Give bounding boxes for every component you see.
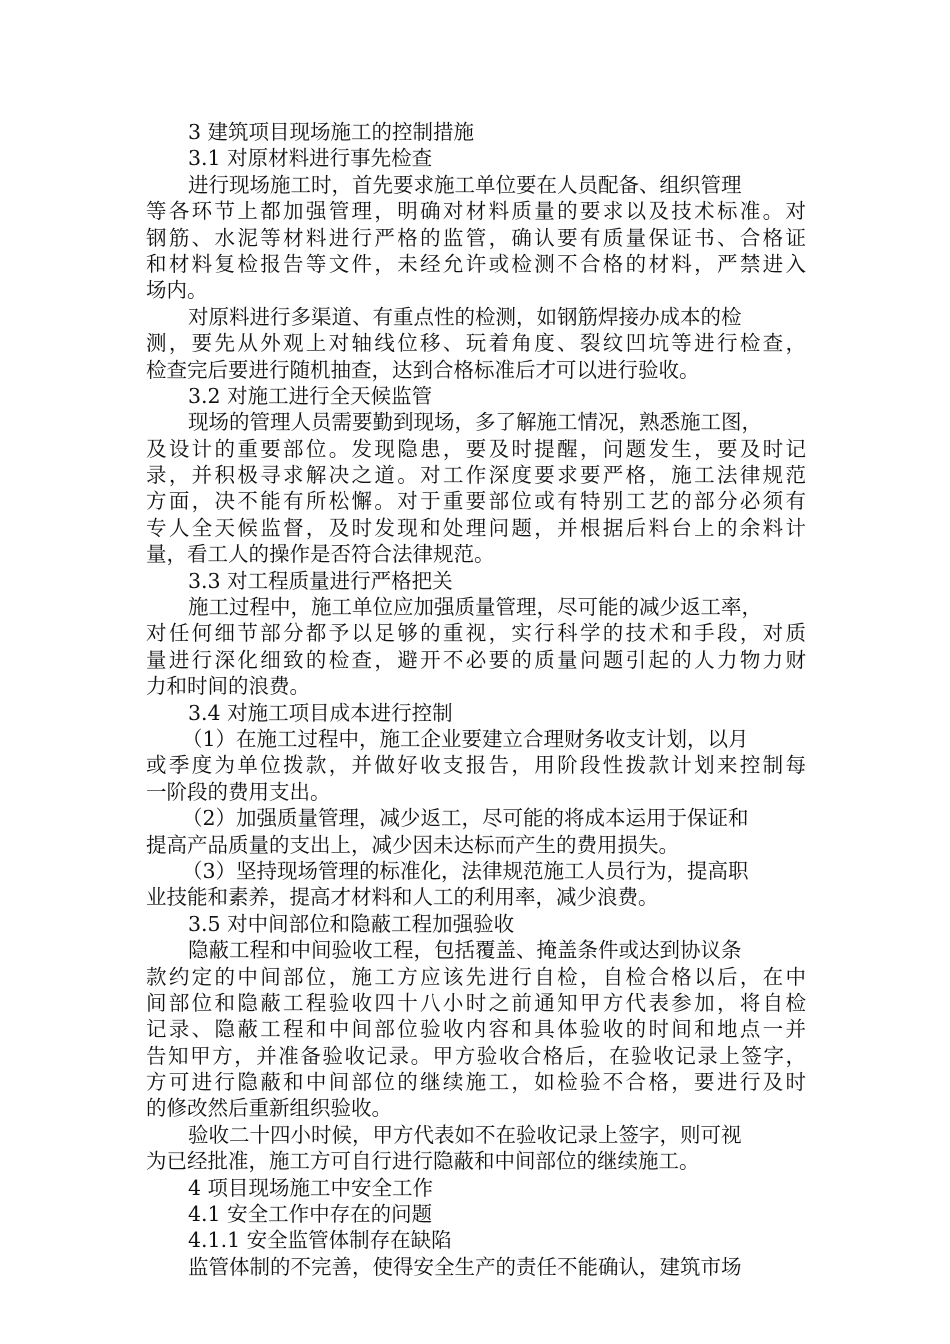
paragraph-line: 或季度为单位拨款，并做好收支报告，用阶段性拨款计划来控制每 <box>146 753 806 778</box>
paragraph-first-line: 施工过程中，施工单位应加强质量管理，尽可能的减少返工率， <box>188 595 762 620</box>
paragraph-last-line: 业技能和素养，提高才材料和人工的利用率，减少浪费。 <box>146 885 659 910</box>
list-item-first-line: （3）坚持现场管理的标准化，法律规范施工人员行为，提高职 <box>182 858 749 883</box>
paragraph-first-line: 进行现场施工时，首先要求施工单位要在人员配备、组织管理 <box>188 172 742 197</box>
paragraph-line: 告知甲方，并准备验收记录。甲方验收合格后，在验收记录上签字， <box>146 1043 806 1068</box>
paragraph-first-line: 现场的管理人员需要勤到现场，多了解施工情况，熟悉施工图， <box>188 410 762 435</box>
section-heading: 3.4 对施工项目成本进行控制 <box>188 700 453 725</box>
section-heading: 3.5 对中间部位和隐蔽工程加强验收 <box>188 911 515 936</box>
paragraph-line: 等各环节上都加强管理，明确对材料质量的要求以及技术标准。对 <box>146 199 806 224</box>
section-heading: 4 项目现场施工中安全工作 <box>188 1175 434 1200</box>
paragraph-line: 专人全天候监督，及时发现和处理问题，并根据后料台上的余料计 <box>146 515 806 540</box>
paragraph-last-line: 检查完后要进行随机抽查，达到合格标准后才可以进行验收。 <box>146 357 700 382</box>
list-item-first-line: （1）在施工过程中，施工企业要建立合理财务收支计划，以月 <box>182 726 749 751</box>
paragraph-line: 和材料复检报告等文件，未经允许或检测不合格的材料，严禁进入 <box>146 251 806 276</box>
paragraph-first-line: 验收二十四小时候，甲方代表如不在验收记录上签字，则可视 <box>188 1122 742 1147</box>
list-item-first-line: （2）加强质量管理，减少返工，尽可能的将成本运用于保证和 <box>182 806 749 831</box>
paragraph-line: 款约定的中间部位，施工方应该先进行自检，自检合格以后，在中 <box>146 964 806 989</box>
paragraph-last-line: 为已经批准，施工方可自行进行隐蔽和中间部位的继续施工。 <box>146 1149 700 1174</box>
paragraph-line: 及设计的重要部位。发现隐患，要及时提醒，问题发生，要及时记 <box>146 436 806 461</box>
paragraph-line: 记录、隐蔽工程和中间部位验收内容和具体验收的时间和地点一并 <box>146 1017 806 1042</box>
paragraph-first-line: 对原料进行多渠道、有重点性的检测，如钢筋焊接办成本的检 <box>188 304 742 329</box>
paragraph-line: 间部位和隐蔽工程验收四十八小时之前通知甲方代表参加，将自检 <box>146 990 806 1015</box>
section-heading: 3.2 对施工进行全天候监管 <box>188 383 433 408</box>
section-heading: 3 建筑项目现场施工的控制措施 <box>188 120 475 144</box>
section-heading: 3.1 对原材料进行事先检查 <box>188 146 433 171</box>
paragraph-last-line: 量，看工人的操作是否符合法律规范。 <box>146 542 495 567</box>
paragraph-last-line: 力和时间的浪费。 <box>146 674 310 699</box>
paragraph-first-line: 监管体制的不完善，使得安全生产的责任不能确认，建筑市场 <box>188 1254 742 1279</box>
document-page <box>146 119 806 1280</box>
paragraph-last-line: 一阶段的费用支出。 <box>146 779 331 804</box>
paragraph-line: 对任何细节部分都予以足够的重视，实行科学的技术和手段，对质 <box>146 621 806 646</box>
paragraph-last-line: 场内。 <box>146 278 208 303</box>
paragraph-line: 钢筋、水泥等材料进行严格的监管，确认要有质量保证书、合格证 <box>146 225 806 250</box>
paragraph-last-line: 提高产品质量的支出上，减少因未达标而产生的费用损失。 <box>146 832 679 857</box>
paragraph-line: 测，要先从外观上对轴线位移、玩着角度、裂纹凹坑等进行检查， <box>146 331 806 356</box>
paragraph-line: 方面，决不能有所松懈。对于重要部位或有特别工艺的部分必须有 <box>146 489 806 514</box>
section-heading: 3.3 对工程质量进行严格把关 <box>188 568 453 593</box>
paragraph-line: 量进行深化细致的检查，避开不必要的质量问题引起的人力物力财 <box>146 647 806 672</box>
paragraph-first-line: 隐蔽工程和中间验收工程，包括覆盖、掩盖条件或达到协议条 <box>188 938 742 963</box>
paragraph-line: 方可进行隐蔽和中间部位的继续施工，如检验不合格，要进行及时 <box>146 1070 806 1095</box>
paragraph-line: 录，并积极寻求解决之道。对工作深度要求要严格，施工法律规范 <box>146 463 806 488</box>
section-heading: 4.1 安全工作中存在的问题 <box>188 1202 433 1227</box>
paragraph-last-line: 的修改然后重新组织验收。 <box>146 1096 392 1121</box>
section-heading: 4.1.1 安全监管体制存在缺陷 <box>188 1228 452 1253</box>
